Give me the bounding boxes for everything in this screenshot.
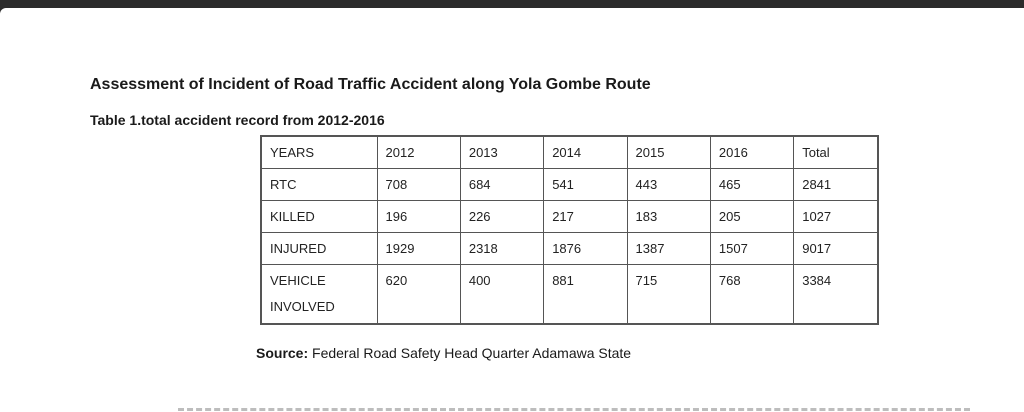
header-cell-2016: 2016 xyxy=(710,136,793,168)
table-cell: 881 xyxy=(544,264,627,324)
table-cell-total: 1027 xyxy=(794,200,878,232)
table-row-vehicle-involved xyxy=(261,264,878,324)
accident-records-table xyxy=(260,135,879,325)
row-label-line-2: INVOLVED xyxy=(270,298,335,314)
source-text: Federal Road Safety Head Quarter Adamawa State xyxy=(308,345,632,361)
row-label: KILLED xyxy=(261,200,377,232)
table-cell: 2318 xyxy=(460,232,543,264)
table-cell: 541 xyxy=(544,168,627,200)
table-cell: 465 xyxy=(710,168,793,200)
header-cell-2015: 2015 xyxy=(627,136,710,168)
table-cell: 443 xyxy=(627,168,710,200)
row-label xyxy=(261,264,377,324)
document-heading: Assessment of Incident of Road Traffic Accident along Yola Gombe Route xyxy=(90,76,651,93)
row-label-line-1: VEHICLE xyxy=(270,272,326,288)
table-cell: 1507 xyxy=(710,232,793,264)
table-row-injured xyxy=(261,232,878,264)
table-cell: 684 xyxy=(460,168,543,200)
table-row-killed xyxy=(261,200,878,232)
header-cell-2012: 2012 xyxy=(377,136,460,168)
table-cell: 217 xyxy=(544,200,627,232)
table-cell: 196 xyxy=(377,200,460,232)
header-cell-total: Total xyxy=(794,136,878,168)
table-cell: 1876 xyxy=(544,232,627,264)
header-cell-2013: 2013 xyxy=(460,136,543,168)
table-cell-total: 2841 xyxy=(794,168,878,200)
table-header-row xyxy=(261,136,878,168)
header-cell-2014: 2014 xyxy=(544,136,627,168)
source-note xyxy=(256,345,631,361)
table-cell: 205 xyxy=(710,200,793,232)
table-cell: 708 xyxy=(377,168,460,200)
table-cell: 226 xyxy=(460,200,543,232)
table-cell: 183 xyxy=(627,200,710,232)
dashed-divider xyxy=(178,408,970,411)
table-caption: Table 1.total accident record from 2012-2016 xyxy=(90,112,385,128)
table-cell: 768 xyxy=(710,264,793,324)
header-cell-years: YEARS xyxy=(261,136,377,168)
document-page xyxy=(0,8,1024,412)
row-label: INJURED xyxy=(261,232,377,264)
table-cell-total: 9017 xyxy=(794,232,878,264)
table-cell: 1387 xyxy=(627,232,710,264)
row-label: RTC xyxy=(261,168,377,200)
source-label: Source: xyxy=(256,345,309,361)
table-cell: 1929 xyxy=(377,232,460,264)
table-row-rtc xyxy=(261,168,878,200)
table-cell-total: 3384 xyxy=(794,264,878,324)
table-cell: 620 xyxy=(377,264,460,324)
table-cell: 715 xyxy=(627,264,710,324)
table-cell: 400 xyxy=(460,264,543,324)
